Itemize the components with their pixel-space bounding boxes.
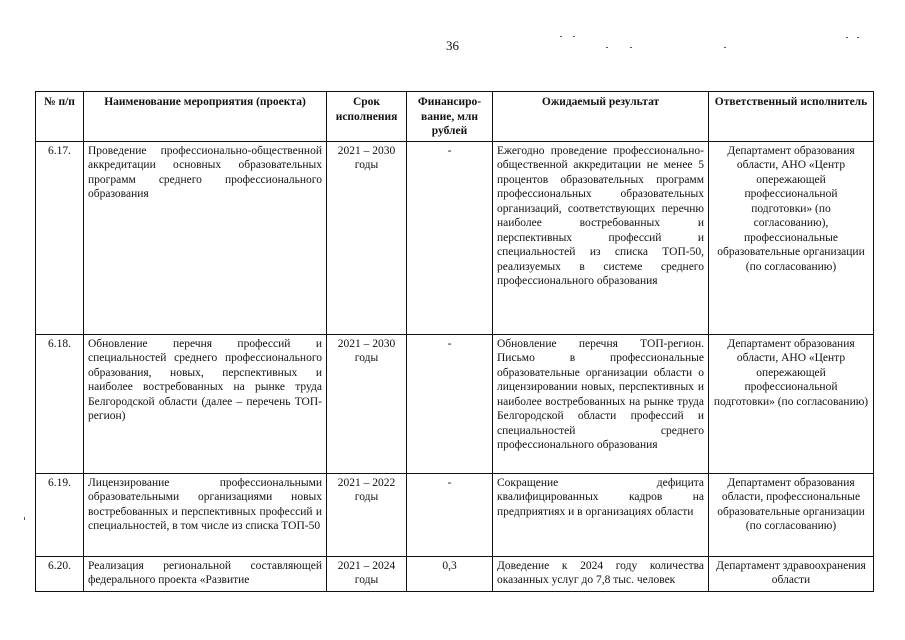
scan-speck <box>560 36 562 37</box>
row-num: 6.19. <box>36 473 84 556</box>
table-row <box>36 141 874 334</box>
row-executor: Департамент здравоохранения области <box>709 556 874 591</box>
row-term: 2021 – 2024 годы <box>327 556 407 591</box>
row-term: 2021 – 2030 годы <box>327 334 407 473</box>
scan-speck <box>846 37 848 38</box>
row-name: Лицензирование профессиональными образовательными организациями новых востребованных и перспективных профессий и специальностей, в том числе из списка ТОП-50 <box>84 473 327 556</box>
header-executor: Ответственный исполнитель <box>709 92 874 142</box>
row-result: Обновление перечня ТОП-регион. Письмо в профессиональные образовательные организации области о лицензировании новых, перспективных и наиболее востребованных на рынке труда Белгородской области профессий и специальностей среднего профессионального образования <box>493 334 709 473</box>
row-finance: - <box>407 141 493 334</box>
row-term: 2021 – 2022 годы <box>327 473 407 556</box>
header-result: Ожидаемый результат <box>493 92 709 142</box>
table-row <box>36 334 874 473</box>
row-finance: - <box>407 473 493 556</box>
scan-speck <box>857 37 859 38</box>
row-executor: Департамент образования области, АНО «Центр опережающей профессиональной подготовки» (по согласованию), профессиональные образовательные организации (по согласованию) <box>709 141 874 334</box>
row-finance: 0,3 <box>407 556 493 591</box>
scan-speck <box>606 47 608 48</box>
row-num: 6.20. <box>36 556 84 591</box>
table-header-row <box>36 92 874 142</box>
row-name: Реализация региональной составляющей федерального проекта «Развитие <box>84 556 327 591</box>
row-result: Сокращение дефицита квалифицированных кадров на предприятиях и в организациях области <box>493 473 709 556</box>
table-row <box>36 473 874 556</box>
row-executor: Департамент образования области, АНО «Центр опережающей профессиональной подготовки» (по согласованию) <box>709 334 874 473</box>
scan-speck <box>573 36 575 37</box>
scan-speck <box>724 47 726 48</box>
header-finance: Финансиро-вание, млн рублей <box>407 92 493 142</box>
row-name: Проведение профессионально-общественной аккредитации основных образовательных программ среднего профессионального образования <box>84 141 327 334</box>
header-name: Наименование мероприятия (проекта) <box>84 92 327 142</box>
row-num: 6.17. <box>36 141 84 334</box>
header-term: Срок исполнения <box>327 92 407 142</box>
scan-speck <box>630 47 632 48</box>
table-row <box>36 556 874 591</box>
measures-table <box>35 91 874 592</box>
row-name: Обновление перечня профессий и специальностей среднего профессионального образования, новых, перспективных и наиболее востребованных на рынке труда Белгородской области (далее – перечень ТОП-регион) <box>84 334 327 473</box>
page-number: 36 <box>446 38 459 53</box>
scan-speck <box>24 517 25 520</box>
row-term: 2021 – 2030 годы <box>327 141 407 334</box>
row-result: Доведение к 2024 году количества оказанных услуг до 7,8 тыс. человек <box>493 556 709 591</box>
row-executor: Департамент образования области, профессиональные образовательные организации (по согласованию) <box>709 473 874 556</box>
row-num: 6.18. <box>36 334 84 473</box>
row-result: Ежегодно проведение профессионально-общественной аккредитации не менее 5 процентов образовательных программ профессиональных образовательных организаций, соответствующих перечню наиболее востребованных и перспективных профессий и специальностей из списка ТОП-50, реализуемых в системе среднего профессионального образования <box>493 141 709 334</box>
header-num: № п/п <box>36 92 84 142</box>
row-finance: - <box>407 334 493 473</box>
